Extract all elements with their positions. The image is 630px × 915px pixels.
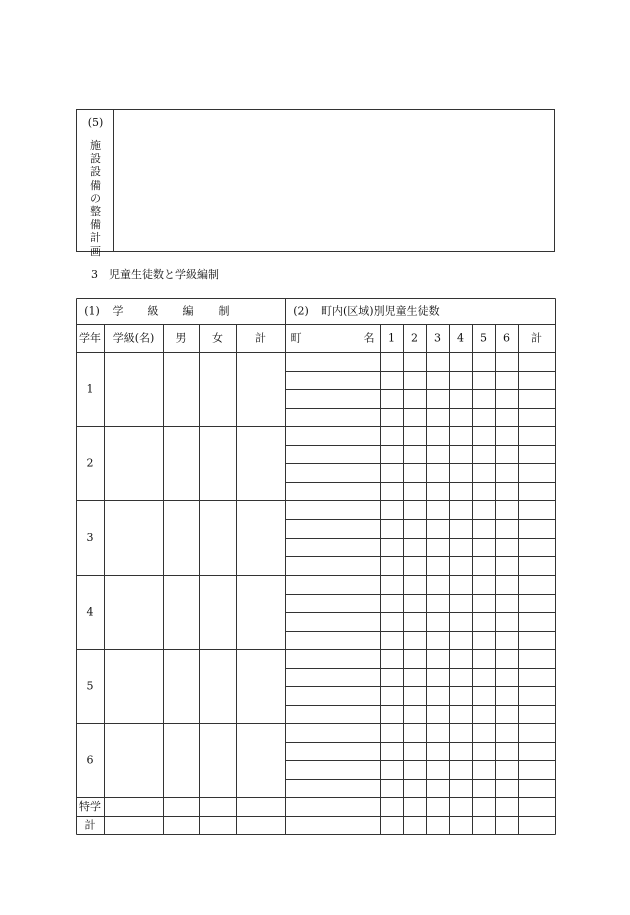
- district-grade-column-header: 4: [457, 331, 464, 345]
- class-org-title-number: (1): [84, 304, 100, 318]
- facility-plan-number: (5): [87, 116, 104, 129]
- grade-label: 6: [86, 753, 94, 767]
- vertical-char: 設: [90, 165, 101, 179]
- grade-label: 4: [86, 605, 94, 619]
- district-grade-column-header: 計: [531, 331, 542, 345]
- vertical-char: 施: [90, 139, 101, 152]
- section-heading: 3 児童生徒数と学級編制: [91, 268, 219, 281]
- class-org-header: 学級(名): [112, 331, 155, 345]
- grade-label: 3: [86, 531, 94, 544]
- class-org-header: 学年: [79, 331, 101, 345]
- class-org-title-char: 級: [147, 304, 159, 318]
- vertical-char: 画: [90, 244, 101, 258]
- class-org-header: 男: [175, 331, 187, 345]
- district-grade-column-header: 5: [480, 331, 487, 345]
- grade-label: 2: [86, 456, 94, 470]
- grade-label: 5: [86, 679, 94, 693]
- grade-label: 計: [84, 818, 96, 832]
- district-grade-column-header: 3: [434, 331, 441, 345]
- district-grade-column-header: 6: [503, 331, 510, 345]
- vertical-char: 整: [90, 205, 101, 219]
- class-org-title-char: 学: [112, 304, 124, 318]
- district-title-text: 町内(区域)別児童生徒数: [321, 304, 440, 318]
- grade-label: 特学: [79, 800, 101, 813]
- district-grade-column-header: 2: [411, 331, 418, 345]
- district-header-name-char: 名: [363, 331, 375, 345]
- class-org-title-char: 制: [218, 304, 230, 318]
- class-org-title-char: 編: [182, 304, 194, 318]
- district-header-town-char: 町: [290, 331, 302, 345]
- vertical-char: 設: [90, 152, 101, 166]
- class-org-header: 女: [212, 331, 223, 345]
- district-title-number: (2): [293, 304, 309, 318]
- vertical-char: 備: [90, 218, 101, 232]
- district-grade-column-header: 1: [388, 331, 395, 345]
- vertical-char: 備: [90, 178, 101, 192]
- grade-label: 1: [86, 382, 94, 396]
- vertical-char: 計: [90, 231, 101, 245]
- vertical-char: の: [90, 191, 101, 205]
- class-org-header: 計: [255, 331, 266, 345]
